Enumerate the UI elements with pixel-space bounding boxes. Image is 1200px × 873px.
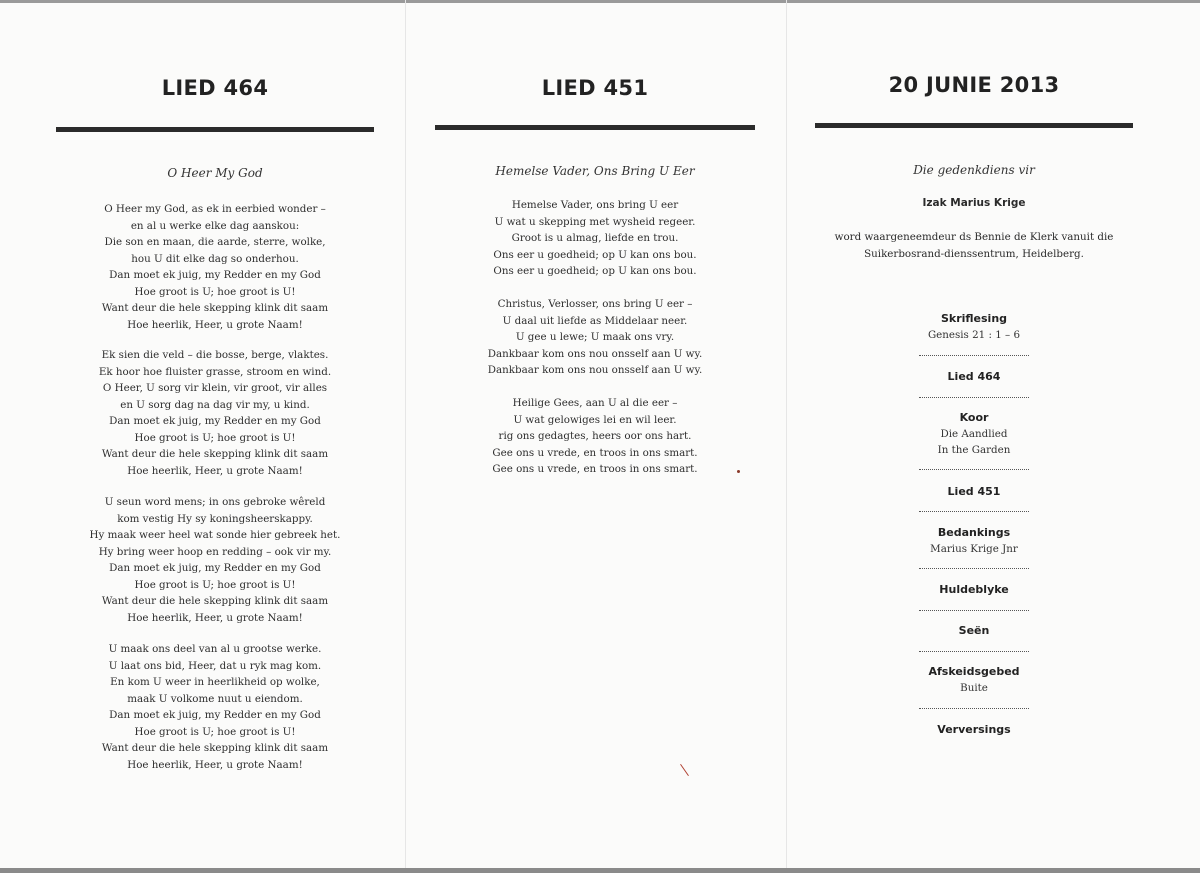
service-description bbox=[815, 229, 1133, 263]
verse-line: Hoe heerlik, Heer, u grote Naam! bbox=[127, 611, 303, 624]
verse-line: Hoe groot is U; hoe groot is U! bbox=[134, 578, 296, 591]
verse-line: Want deur die hele skepping klink dit saam bbox=[101, 448, 329, 460]
verse-line: Dan moet ek juig, my Redder en my God bbox=[109, 562, 321, 574]
dotted-separator bbox=[919, 708, 1029, 709]
page-fold-left bbox=[405, 0, 406, 873]
verse-line: Ons eer u goedheid; op U kan ons bou. bbox=[493, 248, 697, 261]
verse-line: O Heer, U sorg vir klein, vir groot, vir alles bbox=[102, 382, 328, 394]
dotted-separator bbox=[919, 610, 1029, 611]
verse-line: Christus, Verlosser, ons bring U eer – bbox=[497, 298, 693, 310]
program-item-title: Lied 451 bbox=[947, 485, 1001, 498]
service-date-heading: 20 JUNIE 2013 bbox=[888, 73, 1060, 97]
deceased-name: Izak Marius Krige bbox=[922, 197, 1026, 209]
verse-line: rig ons gedagtes, heers oor ons hart. bbox=[498, 430, 692, 442]
program-item-detail: Buite bbox=[960, 682, 988, 694]
dotted-separator bbox=[919, 568, 1029, 569]
verse-line: Dankbaar kom ons nou onsself aan U wy. bbox=[487, 347, 703, 360]
ink-speck bbox=[737, 470, 740, 473]
dotted-separator bbox=[919, 355, 1029, 356]
verse-line: U daal uit liefde as Middelaar neer. bbox=[502, 314, 688, 327]
hymn-464-stanza-2 bbox=[56, 347, 374, 479]
verse-line: U wat gelowiges lei en wil leer. bbox=[513, 413, 677, 426]
verse-line: U wat u skepping met wysheid regeer. bbox=[494, 215, 696, 228]
dotted-separator bbox=[919, 469, 1029, 470]
dotted-separator bbox=[919, 397, 1029, 398]
heading-rule bbox=[815, 123, 1133, 128]
program-item-detail: Genesis 21 : 1 – 6 bbox=[927, 329, 1021, 341]
program-item-detail: In the Garden bbox=[937, 444, 1011, 456]
verse-line: Hoe heerlik, Heer, u grote Naam! bbox=[127, 758, 303, 771]
verse-line: Hoe groot is U; hoe groot is U! bbox=[134, 431, 296, 444]
hymn-464-stanza-1 bbox=[56, 201, 374, 333]
pen-mark bbox=[680, 764, 689, 776]
verse-line: en U sorg dag na dag vir my, u kind. bbox=[120, 398, 310, 411]
verse-line: Hoe groot is U; hoe groot is U! bbox=[134, 725, 296, 738]
verse-line: en al u werke elke dag aanskou: bbox=[130, 219, 300, 232]
verse-line: Dan moet ek juig, my Redder en my God bbox=[109, 709, 321, 721]
verse-line: Hy bring weer hoop en redding – ook vir my. bbox=[98, 545, 332, 558]
verse-line: Hoe heerlik, Heer, u grote Naam! bbox=[127, 464, 303, 477]
verse-line: U maak ons deel van al u grootse werke. bbox=[108, 643, 322, 655]
hymn-451-stanza-1 bbox=[435, 197, 755, 280]
verse-line: Gee ons u vrede, en troos in ons smart. bbox=[492, 463, 698, 475]
page-fold-right bbox=[786, 0, 787, 873]
verse-line: hou U dit elke dag so onderhou. bbox=[131, 252, 299, 265]
description-line: Suikerbosrand-dienssentrum, Heidelberg. bbox=[864, 248, 1084, 260]
verse-line: Dan moet ek juig, my Redder en my God bbox=[109, 269, 321, 281]
verse-line: Want deur die hele skepping klink dit saam bbox=[101, 595, 329, 607]
hymn-464-title: O Heer My God bbox=[167, 166, 263, 180]
verse-line: Dan moet ek juig, my Redder en my God bbox=[109, 415, 321, 427]
hymn-464-stanza-3 bbox=[56, 494, 374, 626]
hymn-451-stanza-2 bbox=[435, 296, 755, 379]
verse-line: O Heer my God, as ek in eerbied wonder – bbox=[104, 203, 326, 215]
verse-line: Hoe groot is U; hoe groot is U! bbox=[134, 285, 296, 298]
verse-line: En kom U weer in heerlikheid op wolke, bbox=[110, 676, 320, 688]
program-item-detail: Marius Krige Jnr bbox=[930, 543, 1018, 555]
verse-line: Hemelse Vader, ons bring U eer bbox=[511, 199, 679, 211]
verse-line: kom vestig Hy sy koningsheerskappy. bbox=[117, 512, 313, 525]
verse-line: Hoe heerlik, Heer, u grote Naam! bbox=[127, 318, 303, 331]
verse-line: Groot is u almag, liefde en trou. bbox=[511, 232, 679, 244]
program-item-title: Verversings bbox=[937, 723, 1011, 736]
description-line: word waargeneemdeur ds Bennie de Klerk vanuit die bbox=[834, 231, 1114, 243]
verse-line: Die son en maan, die aarde, sterre, wolke, bbox=[104, 236, 326, 248]
verse-line: Want deur die hele skepping klink dit saam bbox=[101, 302, 329, 314]
hymn-464-heading: LIED 464 bbox=[161, 76, 269, 100]
verse-line: Ek sien die veld – die bosse, berge, vlaktes. bbox=[101, 349, 329, 361]
program-item-title: Koor bbox=[959, 411, 989, 424]
verse-line: maak U volkome nuut u eiendom. bbox=[127, 692, 303, 705]
hymn-451-heading: LIED 451 bbox=[541, 76, 649, 100]
program-item-title: Skriflesing bbox=[940, 312, 1008, 325]
hymn-464-stanza-4 bbox=[56, 641, 374, 773]
program-item-detail: Die Aandlied bbox=[940, 428, 1008, 440]
verse-line: Want deur die hele skepping klink dit saam bbox=[101, 742, 329, 754]
service-subtitle: Die gedenkdiens vir bbox=[913, 163, 1035, 177]
heading-rule bbox=[435, 125, 755, 130]
hymn-451-title: Hemelse Vader, Ons Bring U Eer bbox=[495, 164, 695, 178]
dotted-separator bbox=[919, 651, 1029, 652]
heading-rule bbox=[56, 127, 374, 132]
verse-line: Ek hoor hoe fluister grasse, stroom en wind. bbox=[98, 365, 332, 378]
program-item-title: Bedankings bbox=[937, 526, 1011, 539]
verse-line: U gee u lewe; U maak ons vry. bbox=[515, 331, 675, 343]
program-item-title: Seën bbox=[958, 624, 990, 637]
verse-line: U laat ons bid, Heer, dat u ryk mag kom. bbox=[108, 659, 322, 672]
verse-line: U seun word mens; in ons gebroke wêreld bbox=[104, 496, 326, 508]
scan-edge-top bbox=[0, 0, 1200, 3]
verse-line: Dankbaar kom ons nou onsself aan U wy. bbox=[487, 364, 703, 376]
verse-line: Ons eer u goedheid; op U kan ons bou. bbox=[493, 265, 697, 277]
verse-line: Gee ons u vrede, en troos in ons smart. bbox=[492, 446, 698, 459]
verse-line: Hy maak weer heel wat sonde hier gebreek het. bbox=[89, 529, 341, 541]
dotted-separator bbox=[919, 511, 1029, 512]
program-item-title: Huldeblyke bbox=[939, 583, 1009, 596]
hymn-451-stanza-3 bbox=[435, 395, 755, 478]
program-item-title: Afskeidsgebed bbox=[928, 665, 1020, 678]
verse-line: Heilige Gees, aan U al die eer – bbox=[512, 397, 678, 409]
scan-edge-bottom bbox=[0, 868, 1200, 873]
program-item-title: Lied 464 bbox=[947, 370, 1001, 383]
